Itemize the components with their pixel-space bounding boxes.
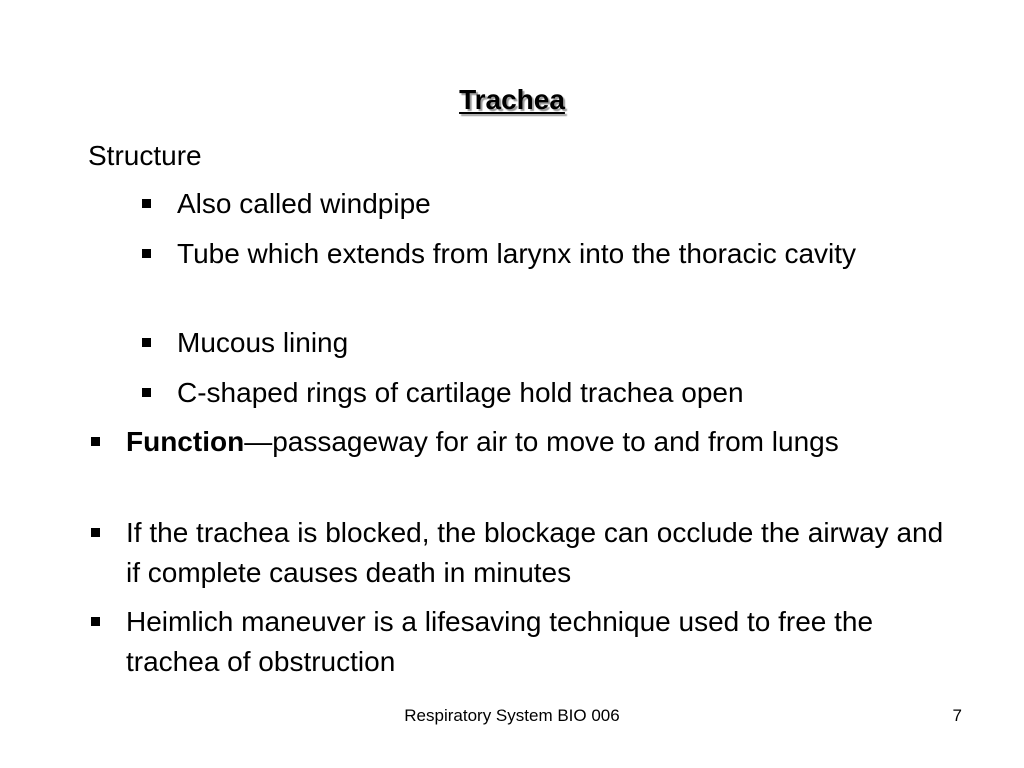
square-bullet-icon [142,373,156,413]
function-description: —passageway for air to move to and from lungs [244,426,839,457]
square-bullet-icon [142,234,156,274]
square-bullet-icon [91,422,105,462]
sub-list-item [177,373,937,413]
sub-list-item-text: C-shaped rings of cartilage hold trachea open [177,377,744,408]
sub-list-item-text: Tube which extends from larynx into the thoracic cavity [177,238,857,269]
square-bullet-icon [91,602,105,642]
function-label: Function [126,426,245,457]
sub-list-item-text: Mucous lining [177,327,349,358]
sub-list-item-text: Also called windpipe [177,188,431,219]
list-item-text [126,422,946,462]
list-item-function [126,422,946,462]
list-item-text: Heimlich maneuver is a lifesaving technique used to free the trachea of obstruction [126,606,874,677]
square-bullet-icon [142,323,156,363]
page-number: 7 [952,706,962,725]
slide-title: Trachea [459,84,565,115]
square-bullet-icon [142,184,156,224]
sub-list-item [177,184,937,224]
list-item-text: If the trachea is blocked, the blockage can occlude the airway and if complete causes death in minutes [126,517,944,588]
slide-footer: Respiratory System BIO 006 [404,706,620,725]
sub-list-item [177,323,937,363]
sub-list-item [177,234,937,274]
structure-heading: Structure [88,140,202,171]
list-item [126,513,956,593]
list-item [126,602,926,682]
square-bullet-icon [91,513,105,553]
